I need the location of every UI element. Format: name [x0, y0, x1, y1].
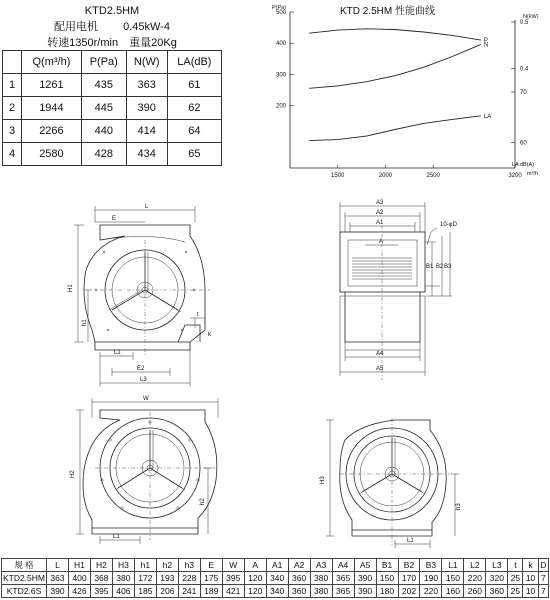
- y-right-bottom-label: LA dB(A): [512, 162, 535, 168]
- dim-cell: 241: [178, 585, 200, 598]
- side-view: [340, 200, 458, 380]
- cell-p: 428: [81, 143, 126, 166]
- series-la-label: LA: [483, 113, 492, 120]
- inlet-view: [320, 418, 462, 548]
- dim-cell: 25: [508, 585, 523, 598]
- y-left-label: P(Pa): [272, 5, 287, 11]
- dim-header-d: D: [538, 559, 548, 572]
- dim-h2-lower: h2: [200, 498, 206, 505]
- motor-label: 配用电机: [54, 21, 99, 33]
- row-number: 4: [3, 143, 22, 166]
- dim-cell: 260: [464, 585, 486, 598]
- dim-h1: H1: [68, 284, 74, 292]
- dim-cell: 170: [398, 572, 420, 585]
- header-q: Q(m³/h): [22, 51, 82, 74]
- front-view: [68, 204, 212, 387]
- dim-header-l: L: [47, 559, 69, 572]
- x-tick-label: 2000: [378, 173, 393, 179]
- dim-h1-lower: h1: [82, 319, 88, 326]
- p-tick-label: 300: [275, 72, 286, 79]
- dim-header-a2: A2: [288, 559, 310, 572]
- cell-n: 434: [126, 143, 167, 166]
- p-tick-label: 200: [275, 103, 286, 110]
- dim-cell: 150: [442, 572, 464, 585]
- dim-cell: 120: [244, 572, 266, 585]
- dim-cell: 189: [200, 585, 222, 598]
- model-name: KTD2.5HM: [84, 5, 140, 17]
- dim-cell: 25: [508, 572, 523, 585]
- dim-l: L: [145, 204, 149, 210]
- dim-cell: 160: [442, 585, 464, 598]
- dim-cell: 390: [354, 572, 376, 585]
- dim-cell: 320: [486, 572, 508, 585]
- dim-cell: 395: [90, 585, 112, 598]
- x-tick-label: 2500: [426, 173, 440, 179]
- dim-header-a4: A4: [332, 559, 354, 572]
- la-tick-label: 70: [520, 90, 527, 96]
- row-number: 1: [3, 74, 22, 97]
- dim-cell: 193: [156, 572, 178, 585]
- cell-q: 1261: [22, 74, 82, 97]
- cell-n: 363: [126, 74, 167, 97]
- dim-cell: 202: [398, 585, 420, 598]
- dim-cell: 180: [376, 585, 398, 598]
- dim-header-e: E: [200, 559, 222, 572]
- cell-n: 414: [126, 120, 167, 143]
- hole-spec: 10-φD: [440, 222, 457, 228]
- dim-t: t: [197, 312, 199, 318]
- dim-cell: 360: [486, 585, 508, 598]
- dim-b1: B1: [426, 264, 434, 270]
- dimension-table: [1, 558, 549, 598]
- dim-header-a5: A5: [354, 559, 376, 572]
- dim-cell: 185: [134, 585, 156, 598]
- dim-k: k: [208, 332, 211, 338]
- header-la: LA(dB): [167, 51, 221, 74]
- cell-q: 1944: [22, 97, 82, 120]
- dim-cell: 220: [464, 572, 486, 585]
- dim-e: E: [112, 216, 117, 222]
- dim-cell: 390: [354, 585, 376, 598]
- y-right-top-label: N(kW): [523, 14, 539, 20]
- dim-header-l2: L2: [464, 559, 486, 572]
- dim-row: [2, 572, 549, 585]
- dim-cell: 368: [90, 572, 112, 585]
- cell-la: 61: [167, 74, 221, 97]
- dim-a2: A2: [376, 210, 384, 216]
- dim-h3-lower: h3: [456, 503, 462, 510]
- x-axis-label: m³/h: [527, 171, 538, 177]
- dim-cell: 360: [288, 585, 310, 598]
- dim-header-h3: H3: [112, 559, 134, 572]
- dim-cell: 426: [68, 585, 90, 598]
- dim-cell: 365: [332, 585, 354, 598]
- dim-cell: 380: [112, 572, 134, 585]
- dim-cell: 172: [134, 572, 156, 585]
- dim-w: W: [143, 396, 149, 402]
- dim-cell: 380: [310, 585, 332, 598]
- dim-l3: L3: [140, 377, 147, 383]
- dim-cell: 7: [538, 585, 548, 598]
- dim-header-k: k: [523, 559, 538, 572]
- dim-l1-rear: L1: [113, 534, 120, 540]
- dim-l1-inlet: L1: [407, 538, 414, 544]
- dim-cell: 10: [523, 572, 538, 585]
- dim-cell: 360: [288, 572, 310, 585]
- chart-title: KTD 2.5HM 性能曲线: [340, 6, 436, 17]
- dim-h3: H3: [320, 476, 326, 484]
- dim-cell: 340: [266, 572, 288, 585]
- header-p: P(Pa): [81, 51, 126, 74]
- dim-header-b2: B2: [398, 559, 420, 572]
- cell-la: 64: [167, 120, 221, 143]
- dim-cell: 190: [420, 572, 442, 585]
- x-tick-label: 1500: [331, 173, 345, 179]
- la-tick-label: 60: [520, 140, 527, 147]
- weight-label: 重量20Kg: [129, 37, 177, 49]
- dim-e2: E2: [137, 366, 145, 372]
- dim-model-cell: KTD2.5HM: [2, 573, 46, 583]
- dim-a3: A3: [376, 200, 384, 206]
- dim-a: A: [379, 239, 384, 245]
- dim-cell: 390: [47, 585, 69, 598]
- dim-cell: 400: [68, 572, 90, 585]
- cell-la: 62: [167, 97, 221, 120]
- p-tick-label: 500: [275, 10, 286, 16]
- dim-cell: 363: [47, 572, 69, 585]
- dim-header-h3: h3: [178, 559, 200, 572]
- cell-la: 65: [167, 143, 221, 166]
- series-n-label: N: [483, 42, 489, 49]
- n-tick-label: 0.5: [520, 20, 529, 26]
- row-number: 3: [3, 120, 22, 143]
- dim-row: [2, 585, 549, 598]
- dim-header-a3: A3: [310, 559, 332, 572]
- dim-header-b1: B1: [376, 559, 398, 572]
- dim-header-w: W: [222, 559, 244, 572]
- cell-q: 2266: [22, 120, 82, 143]
- p-tick-label: 400: [275, 41, 286, 48]
- cell-n: 390: [126, 97, 167, 120]
- dim-header-h2: h2: [156, 559, 178, 572]
- dim-header-h1: H1: [68, 559, 90, 572]
- dim-header-a1: A1: [266, 559, 288, 572]
- dim-cell: 395: [222, 572, 244, 585]
- dim-a4: A4: [376, 351, 384, 357]
- dim-header-model: 规 格: [2, 559, 47, 572]
- dim-cell: 206: [156, 585, 178, 598]
- dim-h2: H2: [70, 470, 76, 478]
- n-tick-label: 0.4: [520, 66, 529, 73]
- dim-b3: B3: [444, 264, 452, 270]
- dim-header-row: [2, 559, 549, 572]
- dim-cell: 340: [266, 585, 288, 598]
- dim-l1: L1: [114, 350, 121, 356]
- cell-p: 445: [81, 97, 126, 120]
- motor-value: 0.45kW-4: [123, 21, 170, 33]
- dim-model-cell: KTD2.6S: [2, 585, 47, 598]
- cell-p: 435: [81, 74, 126, 97]
- dim-header-b3: B3: [420, 559, 442, 572]
- row-number: 2: [3, 97, 22, 120]
- cell-p: 440: [81, 120, 126, 143]
- dim-header-a: A: [244, 559, 266, 572]
- rear-view: [70, 396, 218, 544]
- header-n: N(W): [126, 51, 167, 74]
- dim-header-l3: L3: [486, 559, 508, 572]
- dim-cell: 406: [112, 585, 134, 598]
- dim-cell: 150: [376, 572, 398, 585]
- dim-cell: 175: [200, 572, 222, 585]
- dim-header-t: t: [508, 559, 523, 572]
- dim-cell: 120: [244, 585, 266, 598]
- dim-header-h2: H2: [90, 559, 112, 572]
- series-p-label: P: [483, 38, 488, 45]
- dim-header-l1: L1: [442, 559, 464, 572]
- dim-a1: A1: [376, 220, 384, 226]
- dim-cell: 380: [310, 572, 332, 585]
- dim-header-h1: h1: [134, 559, 156, 572]
- dim-cell: 7: [538, 572, 548, 585]
- dim-cell: 10: [523, 585, 538, 598]
- dim-a5: A5: [376, 366, 384, 372]
- dim-cell: 421: [222, 585, 244, 598]
- cell-q: 2580: [22, 143, 82, 166]
- dim-b2: B2: [436, 264, 444, 270]
- speed-label: 转速1350r/min: [47, 37, 119, 49]
- dim-cell: 228: [178, 572, 200, 585]
- dim-cell: 365: [332, 572, 354, 585]
- dim-cell: 220: [420, 585, 442, 598]
- x-tick-label: 3200: [508, 173, 522, 179]
